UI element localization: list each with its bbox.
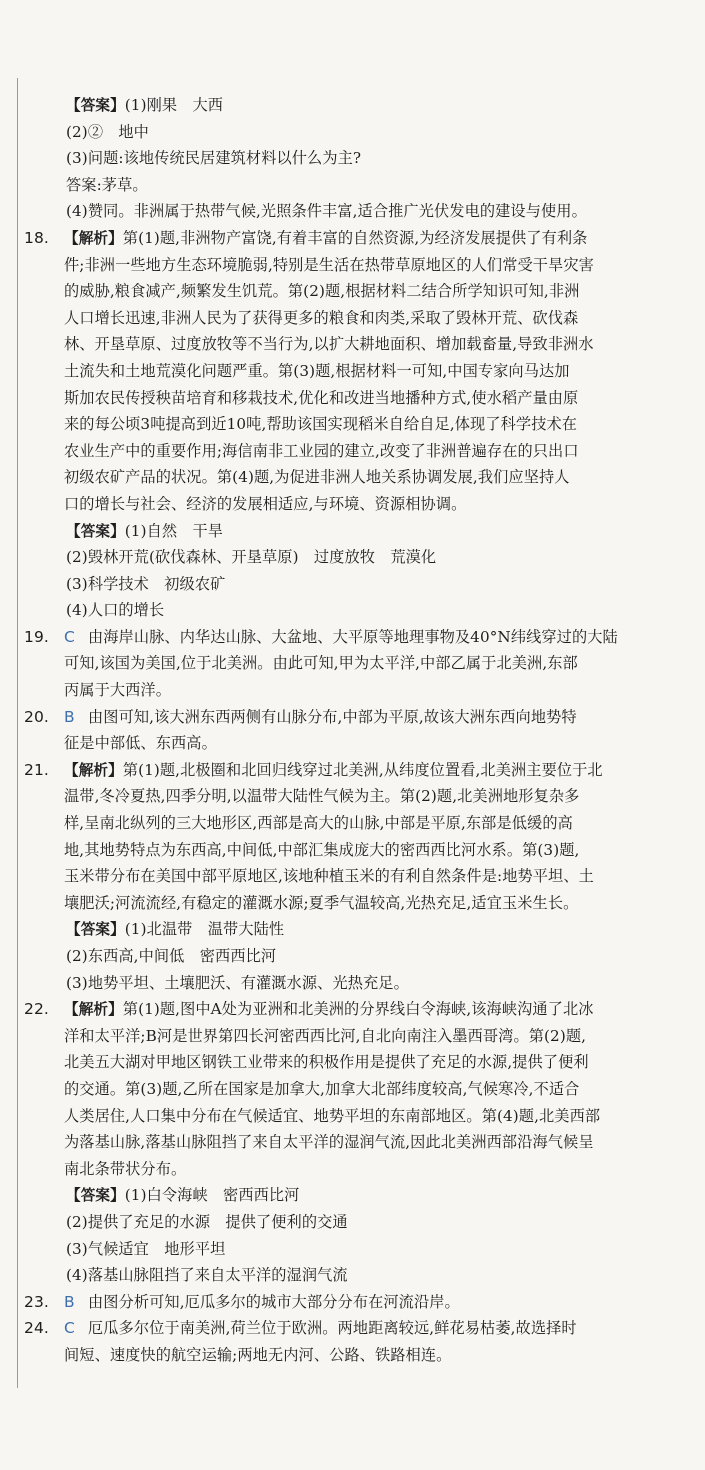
- question-20: 20. B 由图可知,该大洲东西两侧有山脉分布,中部为平原,故该大洲东西向地势特: [0, 704, 705, 731]
- answer-line: (3)气候适宜 地形平坦: [66, 1239, 226, 1258]
- analysis-line: 农业生产中的重要作用;海信南非工业园的建立,改变了非洲普遍存在的只出口: [64, 441, 579, 460]
- choice-letter: B: [64, 707, 75, 726]
- answer-tag: 【答案】: [66, 921, 125, 939]
- explanation-line: 间短、速度快的航空运输;两地无内河、公路、铁路相连。: [64, 1345, 452, 1364]
- analysis-line: 林、开垦草原、过度放牧等不当行为,以扩大耕地面积、增加载畜量,导致非洲水: [64, 335, 594, 354]
- question-number: 21.: [24, 760, 49, 779]
- analysis-line: 的威胁,粮食减产,频繁发生饥荒。第(2)题,根据材料二结合所学知识可知,非洲: [64, 282, 580, 301]
- analysis-line: 洋和太平洋;B河是世界第四长河密西西比河,自北向南注入墨西哥湾。第(2)题,: [64, 1026, 587, 1045]
- answer-line: (4)落基山脉阻挡了来自太平洋的湿润气流: [66, 1266, 348, 1285]
- question-22-analysis: 22. 【解析】第(1)题,图中A处为亚洲和北美洲的分界线白令海峡,该海峡沟通了北冰: [0, 996, 705, 1023]
- question-23: 23. B 由图分析可知,厄瓜多尔的城市大部分分布在河流沿岸。: [0, 1289, 705, 1316]
- question-number: 20.: [24, 707, 49, 726]
- question-number: 18.: [24, 228, 49, 247]
- analysis-line: 斯加农民传授秧苗培育和移栽技术,优化和改进当地播种方式,使水稻产量由原: [64, 388, 579, 407]
- analysis-line: 件;非洲一些地方生态环境脆弱,特别是生活在热带草原地区的人们常受干旱灾害: [64, 255, 594, 274]
- answer-line: (2)② 地中: [66, 122, 149, 141]
- question-number: 23.: [24, 1292, 49, 1311]
- choice-letter: C: [64, 627, 75, 646]
- answer-tag: 【答案】: [66, 1187, 125, 1205]
- analysis-line: 土流失和土地荒漠化问题严重。第(3)题,根据材料一可知,中国专家向马达加: [64, 361, 570, 380]
- answer-line: (3)地势平坦、土壤肥沃、有灌溉水源、光热充足。: [66, 973, 409, 992]
- question-number: 22.: [24, 1000, 49, 1019]
- analysis-line: 温带,冬冷夏热,四季分明,以温带大陆性气候为主。第(2)题,北美洲地形复杂多: [64, 787, 580, 806]
- explanation-line: 可知,该国为美国,位于北美洲。由此可知,甲为太平洋,中部乙属于北美洲,东部: [64, 654, 578, 673]
- analysis-line: 人口增长迅速,非洲人民为了获得更多的粮食和肉类,采取了毁林开荒、砍伐森: [64, 308, 579, 327]
- question-number: 19.: [24, 627, 49, 646]
- analysis-line: 壤肥沃;河流流经,有稳定的灌溉水源;夏季气温较高,光热充足,适宜玉米生长。: [64, 893, 579, 912]
- explanation-line: 丙属于大西洋。: [64, 681, 172, 700]
- answer-line: (3)科学技术 初级农矿: [66, 574, 226, 593]
- analysis-tag: 【解析】: [64, 229, 123, 247]
- choice-letter: C: [64, 1319, 75, 1338]
- question-19: 19. C 由海岸山脉、内华达山脉、大盆地、大平原等地理事物及40°N纬线穿过的大陆: [0, 624, 705, 651]
- explanation-line: 征是中部低、东西高。: [64, 734, 217, 753]
- analysis-line: 南北条带状分布。: [64, 1159, 187, 1178]
- analysis-line: 为落基山脉,落基山脉阻挡了来自太平洋的湿润气流,因此北美洲西部沿海气候呈: [64, 1133, 594, 1152]
- analysis-tag: 【解析】: [64, 761, 123, 779]
- analysis-tag: 【解析】: [64, 1001, 123, 1019]
- answer-line: (2)提供了充足的水源 提供了便利的交通: [66, 1212, 348, 1231]
- answer-line: (4)赞同。非洲属于热带气候,光照条件丰富,适合推广光伏发电的建设与使用。: [66, 202, 587, 221]
- analysis-line: 来的每公顷3吨提高到近10吨,帮助该国实现稻米自给自足,体现了科学技术在: [64, 415, 578, 434]
- analysis-line: 样,呈南北纵列的三大地形区,西部是高大的山脉,中部是平原,东部是低缓的高: [64, 814, 573, 833]
- choice-letter: B: [64, 1292, 75, 1311]
- analysis-line: 北美五大湖对甲地区钢铁工业带来的积极作用是提供了充足的水源,提供了便利: [64, 1053, 589, 1072]
- answer-line: (2)毁林开荒(砍伐森林、开垦草原) 过度放牧 荒漠化: [66, 548, 437, 567]
- answer-line: 【答案】(1)北温带 温带大陆性: [66, 920, 285, 939]
- answer-content: [0, 92, 705, 1369]
- analysis-line: 玉米带分布在美国中部平原地区,该地种植玉米的有利自然条件是:地势平坦、土: [64, 867, 594, 886]
- answer-line: (4)人口的增长: [66, 601, 165, 620]
- analysis-line: 地,其地势特点为东西高,中间低,中部汇集成庞大的密西西比河水系。第(3)题,: [64, 840, 580, 859]
- analysis-line: 口的增长与社会、经济的发展相适应,与环境、资源相协调。: [64, 494, 467, 513]
- answer-tag: 【答案】: [66, 97, 125, 114]
- analysis-line: 的交通。第(3)题,乙所在国家是加拿大,加拿大北部纬度较高,气候寒冷,不适合: [64, 1079, 580, 1098]
- answer-line: 【答案】(1)刚果 大西: [66, 96, 224, 114]
- question-24: 24. C 厄瓜多尔位于南美洲,荷兰位于欧洲。两地距离较远,鲜花易枯萎,故选择时: [0, 1315, 705, 1342]
- answer-line: 答案:茅草。: [66, 175, 148, 194]
- answer-tag: 【答案】: [66, 522, 125, 540]
- analysis-line: 人类居住,人口集中分布在气候适宜、地势平坦的东南部地区。第(4)题,北美西部: [64, 1106, 601, 1125]
- question-18-analysis: 18. 【解析】第(1)题,非洲物产富饶,有着丰富的自然资源,为经济发展提供了有利条: [0, 225, 705, 252]
- analysis-line: 初级农矿产品的状况。第(4)题,为促进非洲人地关系协调发展,我们应坚持人: [64, 468, 570, 487]
- answer-line: 【答案】(1)白令海峡 密西西比河: [66, 1186, 300, 1205]
- question-number: 24.: [24, 1319, 49, 1338]
- answer-line: 【答案】(1)自然 干旱: [66, 521, 224, 540]
- answer-line: (3)问题:该地传统民居建筑材料以什么为主?: [66, 149, 362, 168]
- question-21-analysis: 21. 【解析】第(1)题,北极圈和北回归线穿过北美洲,从纬度位置看,北美洲主要位于北: [0, 757, 705, 784]
- answer-line: (2)东西高,中间低 密西西比河: [66, 947, 277, 965]
